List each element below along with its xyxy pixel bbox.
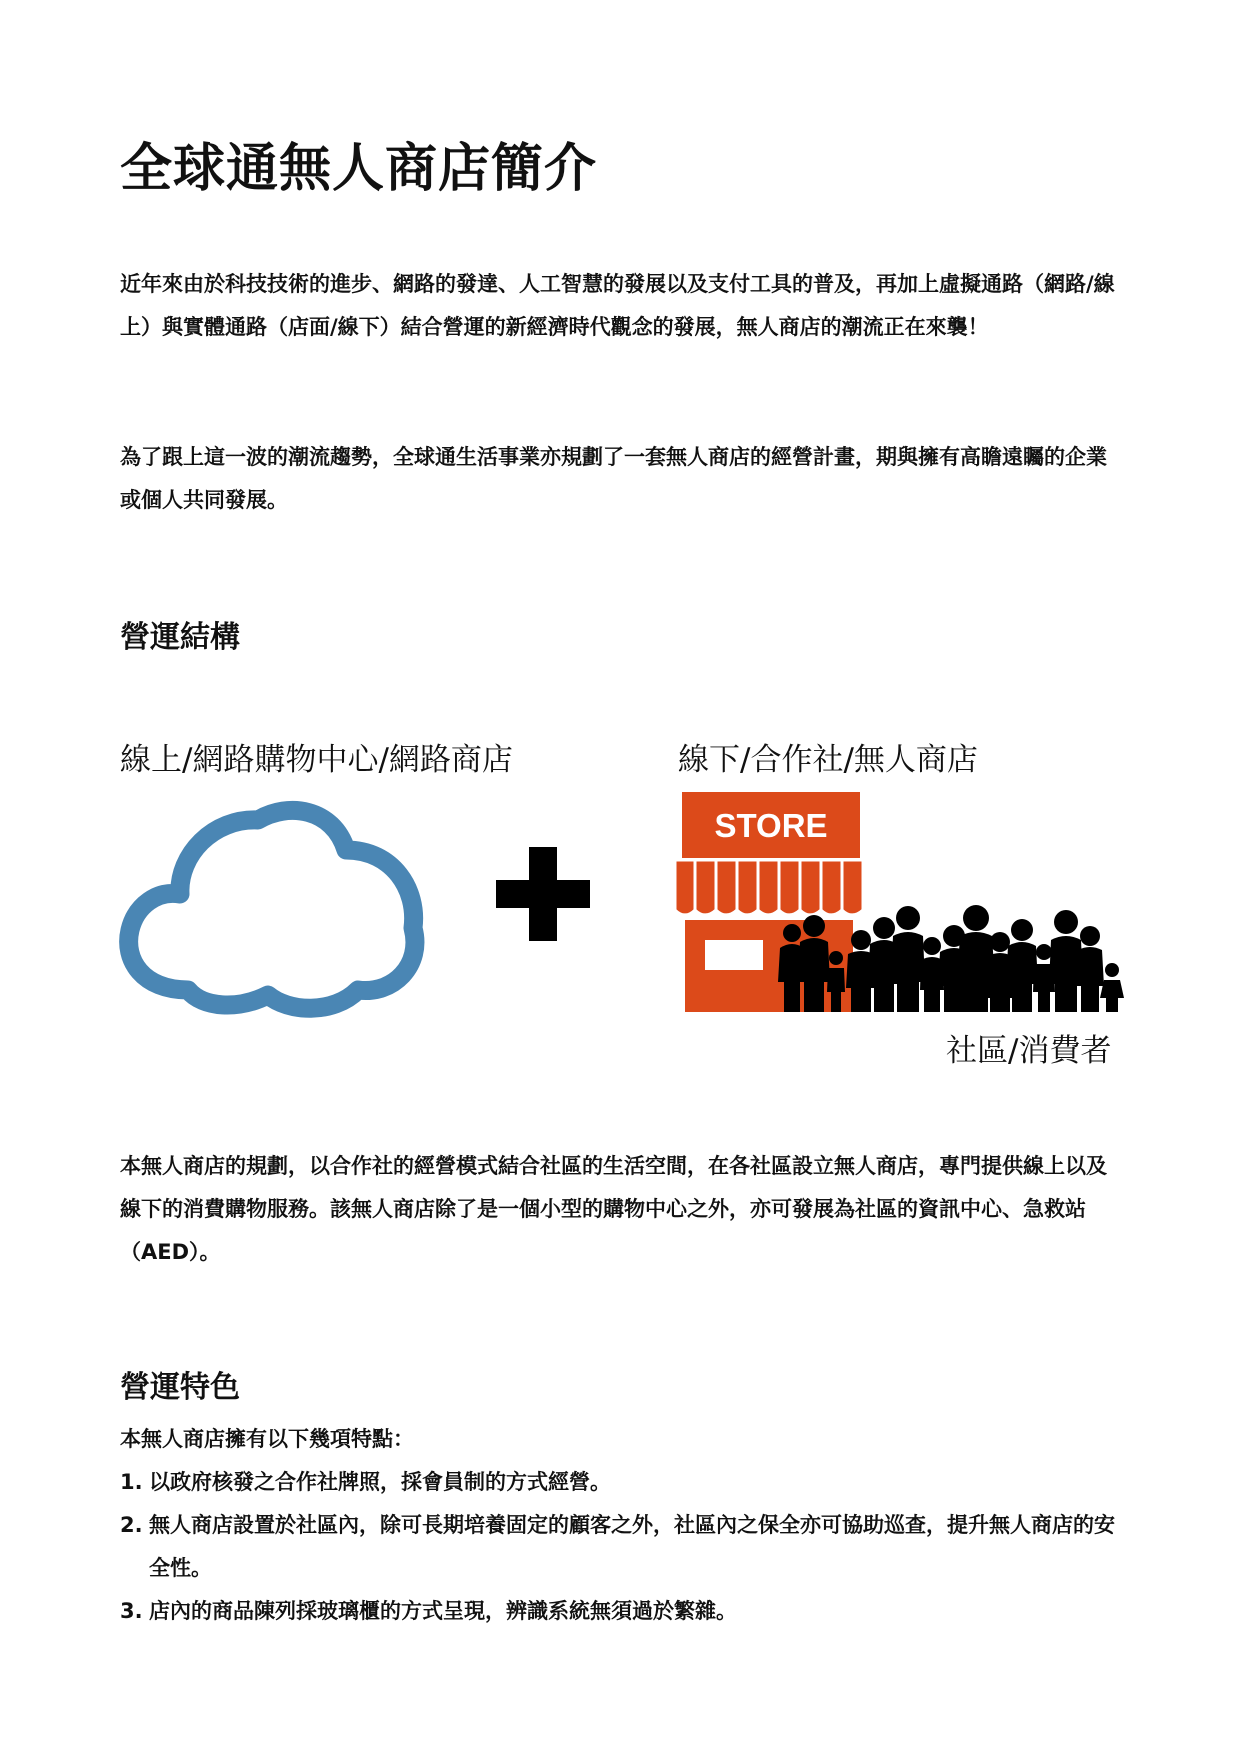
intro-paragraph-1: 近年來由於科技技術的進步、網路的發達、人工智慧的發展以及支付工具的普及，再加上虛擬通路（網路/線上）與實體通路（店面/線下）結合營運的新經濟時代觀念的發展，無人商店的潮流正在來襲！ [120,272,1115,339]
features-intro: 本無人商店擁有以下幾項特點： [120,1427,414,1451]
features-list [120,1461,1130,1633]
structure-heading: 營運結構 [120,620,240,655]
list-item [120,1461,1130,1504]
list-item-number: 3. [120,1599,143,1623]
offline-label: 線下/合作社/無人商店 [678,742,978,778]
list-item-text: 店內的商品陳列採玻璃櫃的方式呈現，辨識系統無須過於繁雜。 [149,1599,737,1623]
features-heading: 營運特色 [120,1370,240,1405]
list-item-number: 1. [120,1470,143,1494]
page-title: 全球通無人商店簡介 [120,139,598,199]
crowd-icon [778,900,1124,1012]
list-item [120,1504,1130,1590]
online-label: 線上/網路購物中心/網路商店 [120,742,513,778]
list-item [120,1590,1130,1633]
list-item-text: 以政府核發之合作社牌照，採會員制的方式經營。 [149,1470,611,1494]
store-sign-text: STORE [714,807,828,844]
list-item-number: 2. [120,1513,143,1537]
structure-description: 本無人商店的規劃，以合作社的經營模式結合社區的生活空間，在各社區設立無人商店，專門提供線上以及線下的消費購物服務。該無人商店除了是一個小型的購物中心之外，亦可發展為社區的資訊中心、急救站（AED）。 [120,1154,1107,1264]
list-item-text: 無人商店設置於社區內，除可長期培養固定的顧客之外，社區內之保全亦可協助巡查，提升無人商店的安全性。 [149,1513,1115,1580]
cloud-icon [118,790,430,1022]
community-label: 社區/消費者 [946,1033,1112,1069]
intro-paragraph-2: 為了跟上這一波的潮流趨勢，全球通生活事業亦規劃了一套無人商店的經營計畫，期與擁有高瞻遠矚的企業或個人共同發展。 [120,445,1107,512]
plus-icon [496,847,590,941]
